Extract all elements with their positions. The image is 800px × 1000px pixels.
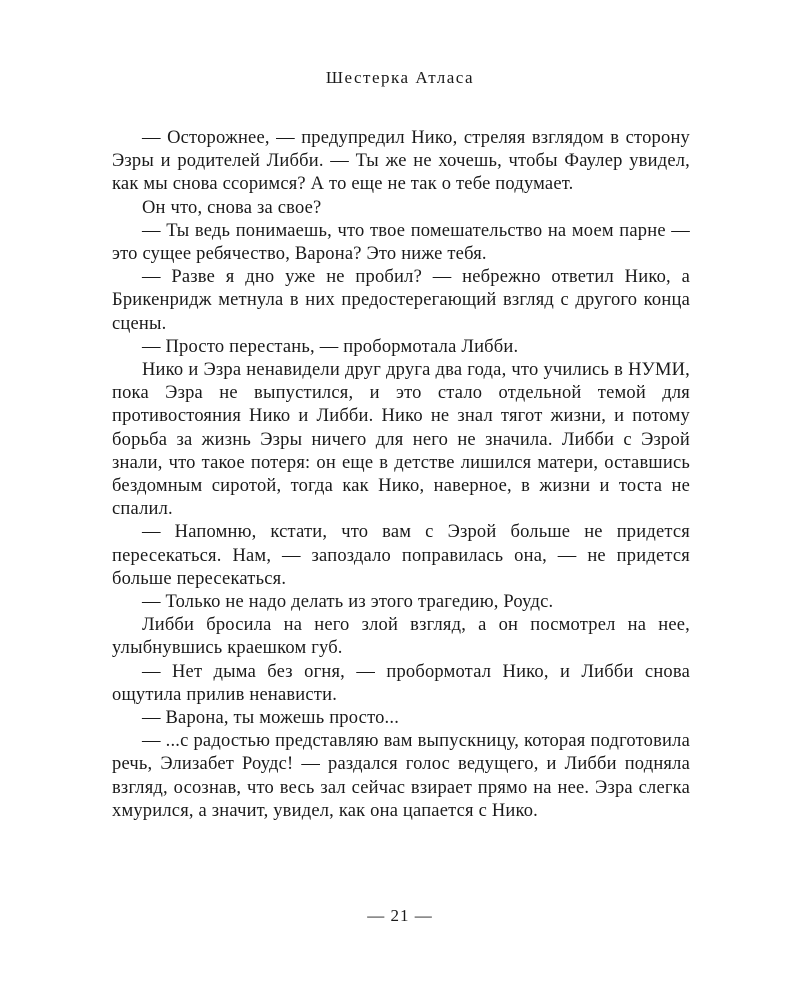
paragraph: — ...с радостью представляю вам выпускницу, которая подготовила речь, Элизабет Роудс! — раздался голос ведущего, и Либби подняла взгляд, осознав, что весь зал сейчас взирает прямо на нее. Эзра слегка хмурился, а значит, увидел, как она цапается с Нико. xyxy=(112,731,690,821)
paragraph: — Осторожнее, — предупредил Нико, стреляя взглядом в сторону Эзры и родителей Либби. — Ты же не хочешь, чтобы Фаулер увидел, как мы снова ссоримся? А то еще не так о тебе подумает. xyxy=(112,128,690,195)
paragraph: — Напомню, кстати, что вам с Эзрой больше не придется пересекаться. Нам, — запоздало поправилась она, — не придется больше пересекаться. xyxy=(112,522,690,589)
paragraph: — Только не надо делать из этого трагедию, Роудс. xyxy=(141,592,554,613)
paragraph: — Разве я дно уже не пробил? — небрежно ответил Нико, а Брикенридж метнула в них предостерегающий взгляд с другого конца сцены. xyxy=(112,267,690,334)
paragraph: Либби бросила на него злой взгляд, а он посмотрел на нее, улыбнувшись краешком губ. xyxy=(112,615,690,659)
running-head-title: Шестерка Атласа xyxy=(325,68,475,87)
paragraph: — Ты ведь понимаешь, что твое помешательство на моем парне — это сущее ребячество, Варона? Это ниже тебя. xyxy=(112,220,690,265)
paragraph: Нико и Эзра ненавидели друг друга два года, что учились в НУМИ, пока Эзра не выпустился, и это стало отдельной темой для противостояния Нико и Либби. Нико не знал тягот жизни, и потому борьба за жизнь Эзры ничего для него не значила. Либби с Эзрой знали, что такое потеря: он еще в детстве лишился матери, оставшись бездомным сиротой, тогда как Нико, наверное, в жизни и тоста не спалил. xyxy=(112,360,690,520)
paragraph: Он что, снова за свое? xyxy=(141,197,322,218)
paragraph: — Просто перестань, — пробормотала Либби. xyxy=(141,336,519,357)
page-number: — 21 — xyxy=(367,906,433,925)
paragraph: — Нет дыма без огня, — пробормотал Нико, и Либби снова ощутила прилив ненависти. xyxy=(112,661,690,705)
paragraph: — Варона, ты можешь просто... xyxy=(141,708,400,729)
body-text xyxy=(112,127,690,823)
